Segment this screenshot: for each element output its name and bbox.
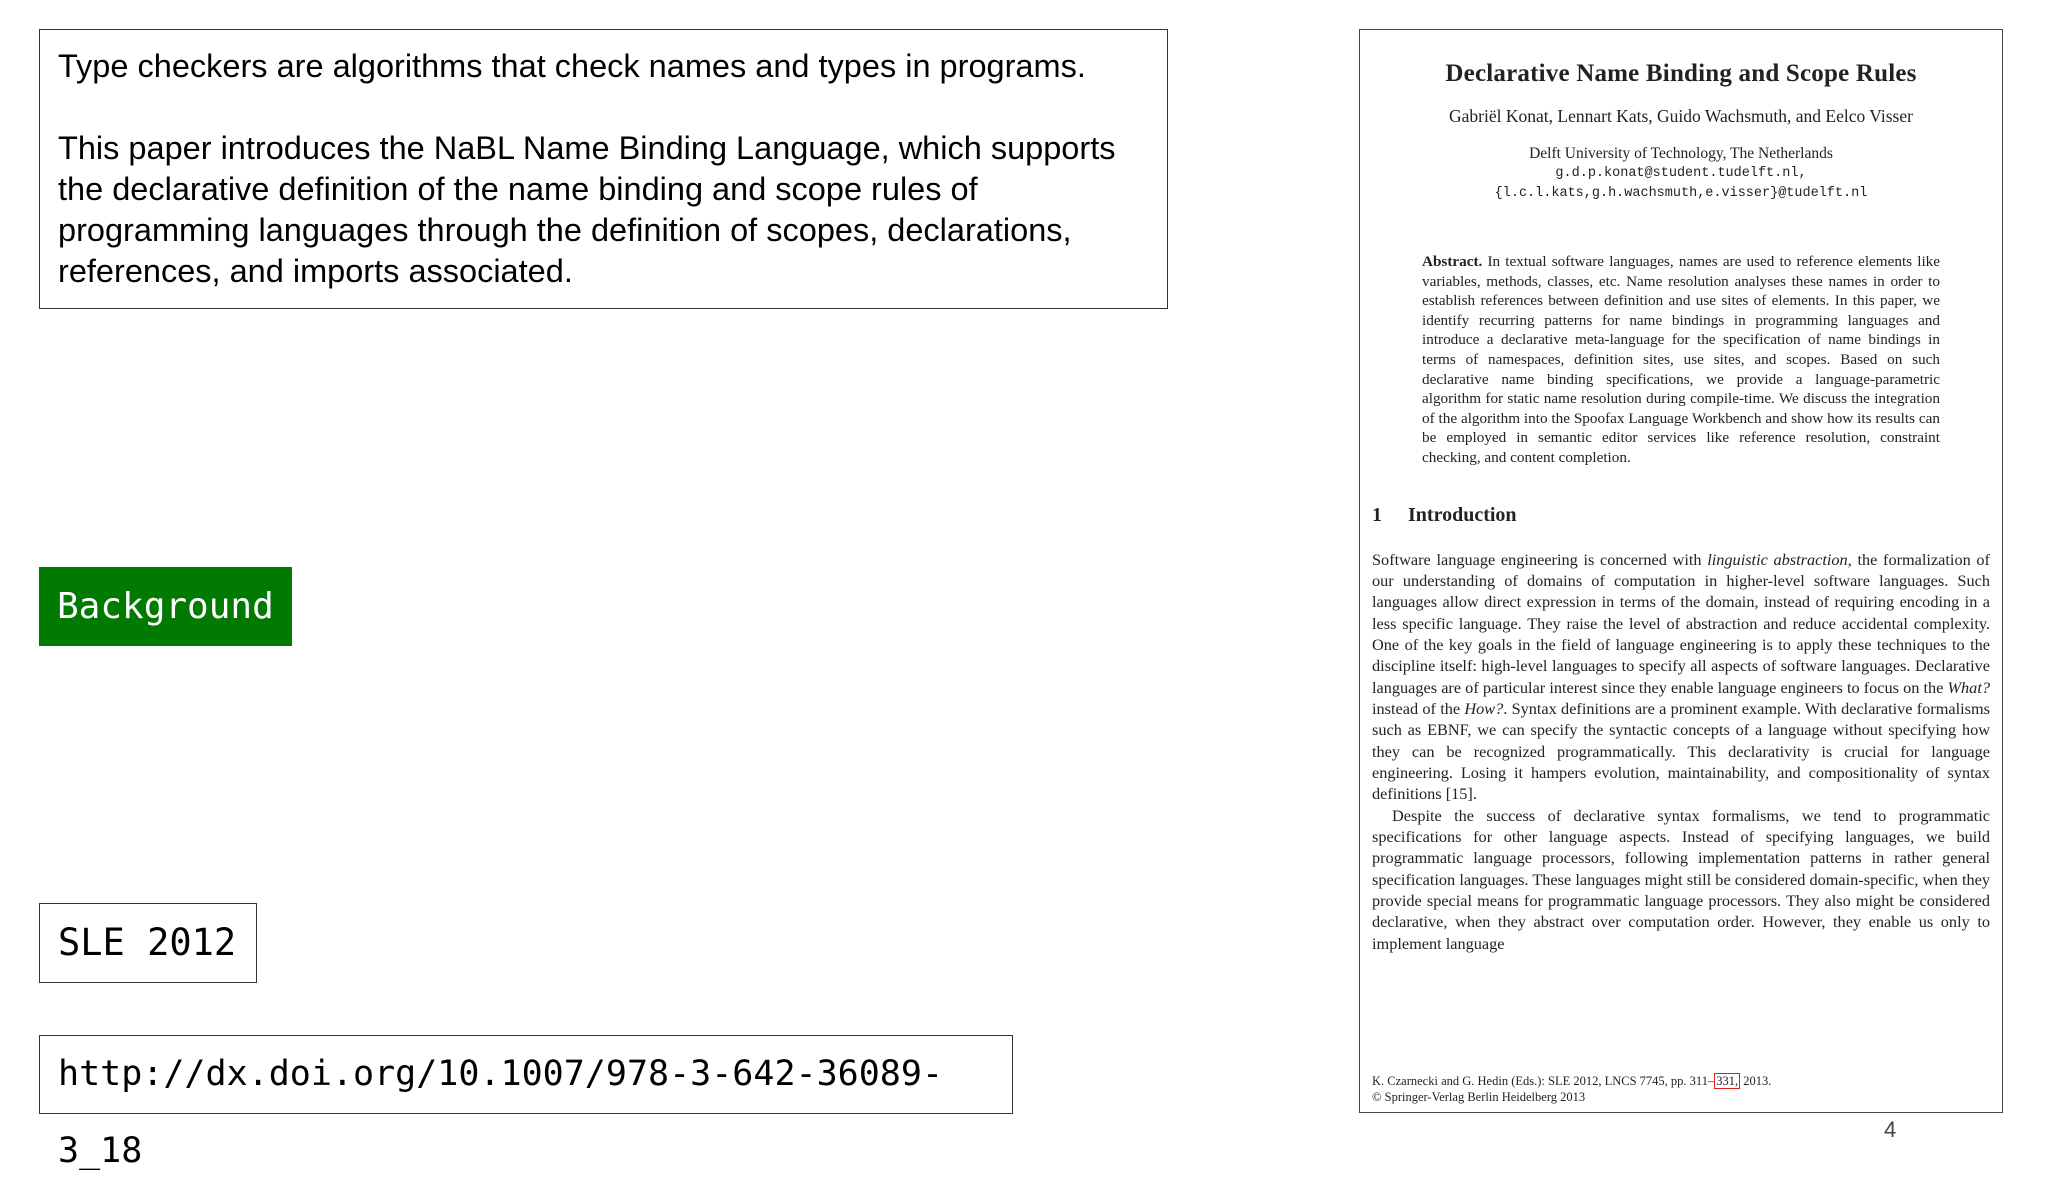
paper-affiliation: Delft University of Technology, The Netherlands bbox=[1529, 145, 1833, 162]
section-number: 1 bbox=[1372, 503, 1382, 526]
paper-abstract bbox=[1422, 252, 1940, 468]
intro-p1-text-a: Software language engineering is concerned with bbox=[1372, 549, 1708, 569]
summary-box bbox=[39, 29, 1168, 309]
section-heading bbox=[1372, 504, 1990, 527]
intro-paragraph-2: Despite the success of declarative syntax formalisms, we tend to programmatic specifications for other language aspects. Instead of specifying languages, we build programmatic language processors, following implementation patterns in rather general specification languages. These languages might still be considered domain-specific, when they provide special means for programmatic language processors. They also might be considered declarative, when they abstract over computation order. However, they enable us only to implement language bbox=[1372, 805, 1990, 953]
abstract-text: In textual software languages, names are used to reference elements like variables, methods, classes, etc. Name resolution analyses these names in order to establish references between definition and use sites of elements. In this paper, we identify recurring patterns for name bindings in programming languages and introduce a declarative meta-language for the specification of name bindings in terms of namespaces, definition sites, use sites, and scopes. Based on such declarative name binding specifications, we provide a language-parametric algorithm for static name resolution during compile-time. We discuss the integration of the algorithm into the Spoofax Language Workbench and show how its results can be employed in semantic editor services like reference resolution, constraint checking, and content completion. bbox=[1422, 253, 1940, 466]
paper-footer-copyright: © Springer-Verlag Berlin Heidelberg 2013 bbox=[1372, 1090, 1586, 1104]
section-label-background: Background bbox=[39, 567, 292, 646]
paper-authors: Gabriël Konat, Lennart Kats, Guido Wachsmuth, and Eelco Visser bbox=[1449, 106, 1913, 126]
slide-page-number: 4 bbox=[1884, 1117, 1897, 1142]
summary-line-1: Type checkers are algorithms that check names and types in programs. bbox=[58, 48, 1086, 84]
intro-p1-text-e: instead of the bbox=[1372, 698, 1465, 718]
paper-title: Declarative Name Binding and Scope Rules bbox=[1445, 60, 1917, 87]
intro-p1-text-g: . Syntax definitions are a prominent example. With declarative formalisms such as EBNF, we can specify the syntactic concepts of a language without specifying how they can be recognized programmatically. This declarativity is crucial for language engineering. Losing it hampers evolution, maintainability, and compositionality of syntax definitions [15]. bbox=[1372, 698, 1990, 804]
paper-first-page bbox=[1359, 29, 2003, 1113]
footer-page-highlight: 331, bbox=[1716, 1074, 1739, 1088]
intro-p1-how: How? bbox=[1464, 698, 1504, 718]
abstract-label: Abstract. bbox=[1422, 253, 1483, 270]
intro-paragraph-1 bbox=[1372, 549, 1990, 805]
doi-link[interactable]: http://dx.doi.org/10.1007/978-3-642-36089-3_18 bbox=[39, 1035, 1013, 1114]
footer-citation-year: 2013. bbox=[1740, 1074, 1772, 1088]
intro-p1-emphasis: linguistic abstraction bbox=[1707, 549, 1848, 569]
footer-citation-text: K. Czarnecki and G. Hedin (Eds.): SLE 2012, LNCS 7745, pp. 311– bbox=[1372, 1074, 1715, 1088]
venue-label: SLE 2012 bbox=[39, 903, 257, 983]
paper-email-1: g.d.p.konat@student.tudelft.nl, bbox=[1555, 166, 1807, 181]
paper-footer-citation bbox=[1372, 1073, 1771, 1089]
paper-email-2: {l.c.l.kats,g.h.wachsmuth,e.visser}@tudelft.nl bbox=[1494, 186, 1868, 201]
paper-affiliation-block bbox=[1372, 144, 1990, 204]
intro-p1-what: What? bbox=[1947, 677, 1990, 697]
paper-footer bbox=[1372, 1073, 1771, 1105]
summary-line-2: This paper introduces the NaBL Name Binding Language, which supports the declarative definition of the name binding and scope rules of programming languages through the definition of scopes, declarations, references, and imports associated. bbox=[58, 130, 1116, 289]
section-title: Introduction bbox=[1408, 503, 1517, 526]
intro-p1-text-c: , the formalization of our understanding of domains of computation in higher-level software languages. Such languages allow direct expression in terms of the domain, instead of requiring encoding in a less specific language. They raise the level of abstraction and reduce accidental complexity. One of the key goals in the field of language engineering is to apply these techniques to the discipline itself: high-level languages to specify all aspects of software languages. Declarative languages are of particular interest since they enable language engineers to focus on the bbox=[1372, 549, 1990, 697]
